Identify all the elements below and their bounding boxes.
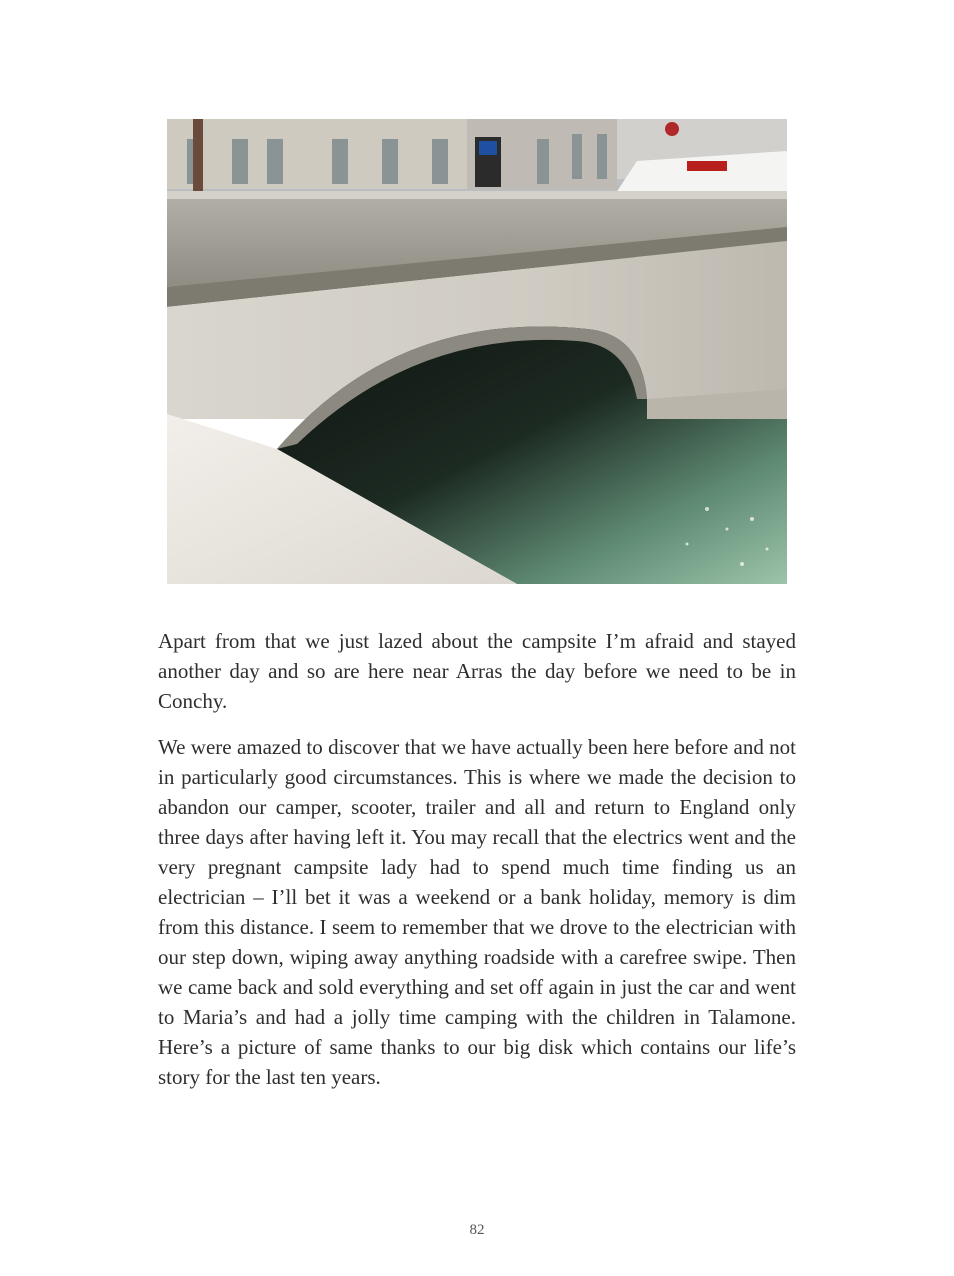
bridge-photo [167,119,787,584]
paragraph: Apart from that we just lazed about the campsite I’m afraid and stayed another day and so are here near Arras the day before we need to be in Conchy. [158,629,796,713]
body-text [158,626,796,1108]
bridge-photo-illustration [167,119,787,584]
paragraph: We were amazed to discover that we have actually been here before and not in particularly good circumstances. This is where we made the decision to abandon our camper, scooter, trailer and all and return to England only three days after having left it. You may recall that the electrics went and the very pregnant campsite lady had to spend much time finding us an electrician – I’ll bet it was a weekend or a bank holiday, memory is dim from this distance. I seem to remember that we drove to the electrician with our step down, wiping away anything roadside with a carefree swipe. Then we came back and sold everything and set off again in just the car and went to Maria’s and had a jolly time camping with the children in Talamone. Here’s a picture of same thanks to our big disk which contains our life’s story for the last ten years. [158,735,796,1089]
page-number: 82 [469,1222,485,1238]
